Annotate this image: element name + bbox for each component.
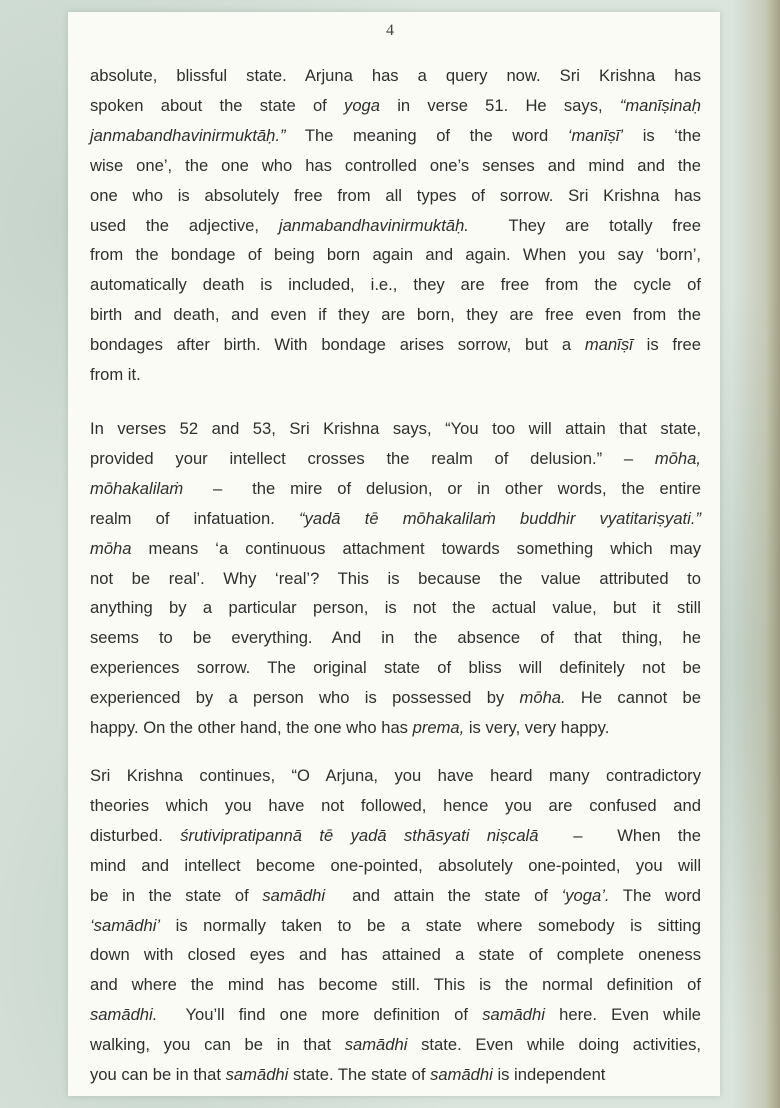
text-segment: is ‘the	[623, 125, 702, 145]
italic-term: mōha.	[519, 688, 566, 708]
text-line	[90, 653, 701, 683]
italic-term: ‘yoga’.	[561, 885, 610, 905]
italic-term: “yadā tē mōhakalilaṁ buddhir vyatitariṣyati.”	[299, 508, 701, 528]
text-segment: experiences sorrow. The original state of bliss will definitely not be	[90, 658, 701, 678]
text-segment: anything by a particular person, is not the actual value, but it still	[90, 598, 701, 618]
text-line	[90, 593, 701, 623]
text-line	[90, 330, 701, 360]
text-line	[90, 504, 701, 534]
text-line	[90, 414, 701, 444]
text-segment: in verse 51. He says,	[380, 95, 620, 115]
italic-term: mōha,	[654, 448, 701, 468]
text-line	[90, 360, 701, 390]
text-segment: theories which you have not followed, hence you are confused and	[90, 795, 701, 815]
text-segment: realm of infatuation.	[90, 508, 300, 528]
paragraph-3	[90, 761, 701, 1090]
text-line	[90, 300, 701, 330]
italic-term: samādhi	[344, 1035, 408, 1055]
text-segment: is very, very happy.	[464, 718, 610, 738]
italic-term: samādhi	[482, 1005, 545, 1025]
paragraph-2	[90, 414, 701, 743]
text-line	[90, 851, 701, 881]
text-line	[90, 623, 701, 653]
text-line	[90, 121, 701, 151]
text-line	[90, 881, 701, 911]
italic-term: mōhakalilaṁ	[90, 478, 184, 498]
text-segment: – the mire of delusion, or in other words, the entire	[183, 478, 701, 498]
text-line	[90, 940, 701, 970]
text-segment: you can be in that	[90, 1065, 226, 1085]
text-segment: experienced by a person who is possessed by	[90, 688, 520, 708]
text-segment: In verses 52 and 53, Sri Krishna says, “You too will attain that state,	[90, 419, 701, 438]
text-segment: provided your intellect crosses the realm of delusion.” –	[90, 448, 655, 468]
italic-term: ‘manīṣī’	[567, 125, 624, 145]
text-segment: birth and death, and even if they are born, they are free even from the	[90, 305, 701, 325]
text-segment: disturbed.	[90, 825, 181, 845]
italic-term: yoga	[344, 95, 380, 115]
text-line	[90, 791, 701, 821]
text-segment: be in the state of	[90, 885, 263, 905]
text-line	[90, 61, 701, 91]
italic-term: manīṣī	[584, 335, 633, 355]
italic-term: janmabandhavinirmuktāḥ.”	[90, 125, 286, 145]
text-line	[90, 970, 701, 1000]
text-line	[90, 211, 701, 241]
text-segment: is free	[632, 335, 701, 355]
text-segment: mind and intellect become one-pointed, absolutely one-pointed, you will	[90, 855, 701, 875]
text-segment: state. Even while doing activities,	[407, 1035, 701, 1055]
text-line	[90, 713, 701, 743]
text-line	[90, 564, 701, 594]
text-line	[90, 1060, 701, 1090]
text-line	[90, 821, 701, 851]
text-line	[90, 240, 701, 270]
text-line	[90, 534, 701, 564]
text-segment: from the bondage of being born again and again. When you say ‘born’,	[90, 245, 701, 265]
italic-term: samādhi	[262, 885, 326, 905]
text-segment: The meaning of the word	[285, 125, 568, 145]
text-segment: seems to be everything. And in the absence of that thing, he	[90, 628, 701, 648]
text-segment: not be real’. Why ‘real’? This is because the value attributed to	[90, 568, 701, 588]
text-segment: is independent	[492, 1065, 606, 1085]
italic-term: samādhi	[430, 1065, 493, 1085]
text-segment: automatically death is included, i.e., they are free from the cycle of	[90, 275, 701, 295]
text-line	[90, 1030, 701, 1060]
text-segment: is normally taken to be a state where somebody is sitting	[160, 915, 701, 935]
italic-term: samādhi.	[90, 1005, 158, 1025]
text-line	[90, 181, 701, 211]
page-number: 4	[386, 22, 394, 39]
italic-term: prema,	[412, 718, 465, 738]
text-segment: state. The state of	[288, 1065, 431, 1085]
text-line	[90, 911, 701, 941]
text-line	[90, 683, 701, 713]
text-segment: used the adjective,	[90, 215, 279, 235]
text-line	[90, 91, 701, 121]
text-line	[90, 474, 701, 504]
text-line	[90, 761, 701, 791]
text-segment: You’ll find one more definition of	[157, 1005, 483, 1025]
italic-term: janmabandhavinirmuktāḥ.	[278, 215, 469, 235]
text-line	[90, 1000, 701, 1030]
text-segment: walking, you can be in that	[90, 1035, 345, 1055]
italic-term: ‘samādhi’	[90, 915, 161, 935]
text-line	[90, 270, 701, 300]
paragraph-1	[90, 61, 701, 390]
text-segment: bondages after birth. With bondage arises sorrow, but a	[90, 335, 585, 355]
italic-term: mōha	[90, 538, 132, 558]
text-line	[90, 151, 701, 181]
italic-term: samādhi	[225, 1065, 289, 1085]
italic-term: “manīṣinaḥ	[619, 95, 701, 115]
text-segment: wise one’, the one who has controlled one’s senses and mind and the	[90, 155, 701, 175]
text-segment: happy. On the other hand, the one who has	[90, 718, 413, 738]
text-segment: absolute, blissful state. Arjuna has a query now. Sri Krishna has	[90, 66, 701, 85]
book-spine-shadow	[732, 0, 780, 1108]
italic-term: śrutivipratipannā tē yadā sthāsyati niṣcalā	[180, 825, 539, 845]
text-segment: The word	[609, 885, 701, 905]
text-segment: down with closed eyes and has attained a state of complete oneness	[90, 945, 701, 965]
text-segment: They are totally free	[468, 215, 701, 235]
text-segment: here. Even while	[544, 1005, 701, 1025]
text-segment: Sri Krishna continues, “O Arjuna, you have heard many contradictory	[90, 766, 701, 785]
text-segment: and attain the state of	[325, 885, 562, 905]
text-segment: He cannot be	[565, 688, 702, 708]
text-segment: one who is absolutely free from all types of sorrow. Sri Krishna has	[90, 185, 701, 205]
text-segment: from it.	[90, 365, 141, 385]
text-segment: and where the mind has become still. This is the normal definition of	[90, 975, 701, 995]
text-segment: spoken about the state of	[90, 95, 345, 115]
text-segment: means ‘a continuous attachment towards something which may	[131, 538, 701, 558]
text-segment: – When the	[538, 825, 701, 845]
text-line	[90, 444, 701, 474]
